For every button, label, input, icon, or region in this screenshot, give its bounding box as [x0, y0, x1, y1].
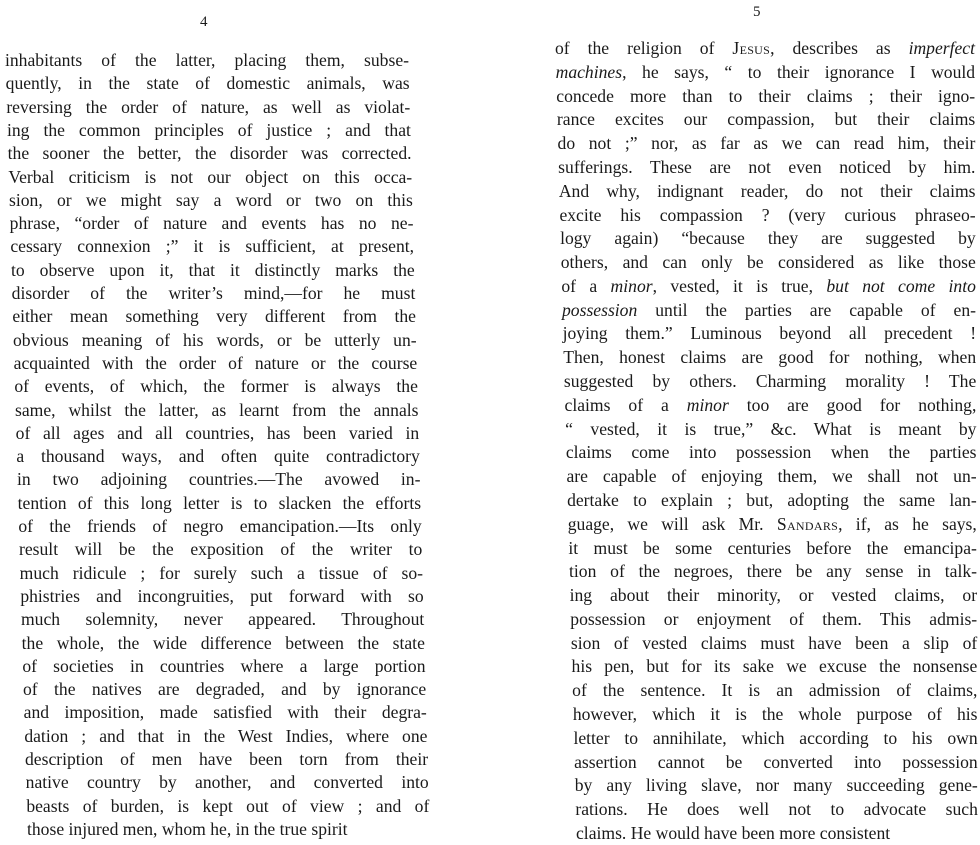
text-line: of the sentence. It is an admission of claims, [572, 680, 978, 701]
text-line: phrase, “order of nature and events has no ne- [9, 213, 414, 234]
text-line: excite his compassion ? (very curious phraseo- [559, 204, 976, 225]
text-line: quently, in the state of domestic animals, was [5, 73, 410, 94]
text-line: rance excites our compassion, but their claims [556, 109, 976, 130]
text-line: those injured men, whom he, in the true spirit [27, 819, 348, 839]
text-line: do not ;” nor, as far as we can read him, their [557, 133, 976, 154]
right-page [490, 0, 980, 845]
text-line: claims of a minor too are good for nothing, [564, 394, 977, 415]
text-line: logy again) “because they are suggested by [560, 228, 976, 249]
text-line: others, and can only be considered as like those [560, 252, 976, 273]
text-line: sion, or we might say a word or two on this [9, 189, 413, 210]
text-line: Verbal criticism is not our object on this occa- [8, 166, 413, 187]
text-line: assertion cannot be converted into possession [574, 751, 978, 772]
text-line: his pen, but for its sake we excuse the nonsense [571, 656, 978, 677]
text-line: of the religion of Jesus, describes as imperfect [555, 38, 976, 58]
text-line: machines, he says, “ to their ignorance I would [555, 61, 976, 82]
text-line: “ vested, it is true,” &c. What is meant by [565, 418, 977, 439]
text-line: letter to annihilate, which according to his own [573, 727, 978, 748]
text-line: beasts of burden, is kept out of view ; and of [26, 795, 430, 816]
text-line: And why, indignant reader, do not their claims [558, 180, 976, 201]
text-line: the whole, the wide difference between the state [21, 632, 425, 653]
text-line: much solemnity, never appeared. Throughout [21, 609, 425, 630]
text-line: suggested by others. Charming morality ! The [563, 371, 977, 392]
text-line: tention of this long letter is to slacken the efforts [17, 492, 422, 513]
text-line: inhabitants of the latter, placing them, subse- [5, 50, 409, 70]
text-line: the sooner the better, the disorder was corrected. [7, 143, 412, 164]
text-line: disorder of the writer’s mind,—for he must [11, 283, 416, 304]
text-line: to observe upon it, that it distinctly marks the [11, 259, 415, 280]
text-line: however, which it is the whole purpose of his [572, 704, 978, 725]
text-line: acquainted with the order of nature or the course [13, 352, 418, 373]
text-line: rations. He does well not to advocate such [575, 799, 978, 820]
text-line: dertake to explain ; but, adopting the same lan- [567, 489, 977, 510]
text-line: a thousand ways, and often quite contradictory [16, 446, 420, 467]
text-line: of the friends of negro emancipation.—Its only [18, 516, 422, 537]
text-line: description of men have been torn from their [25, 749, 429, 770]
page-number-left: 4 [200, 14, 208, 30]
text-line: much ridicule ; for surely such a tissue of so- [19, 562, 423, 583]
text-line: guage, we will ask Mr. Sandars, if, as he says, [567, 513, 977, 534]
page-number-right: 5 [753, 4, 761, 20]
text-line: by any living slave, nor many succeeding gene- [574, 775, 978, 796]
text-line: ing the common principles of justice ; and that [7, 119, 411, 140]
text-line: of events, of which, the former is always the [14, 376, 418, 397]
text-line: Then, honest claims are good for nothing, when [563, 347, 977, 368]
text-line: in two adjoining countries.—The avowed in- [17, 469, 421, 490]
text-line: it must be some centuries before the emancipa- [568, 537, 977, 558]
text-line: claims. He would have been more consistent [576, 823, 891, 843]
text-line: sion of vested claims must have been a slip of [570, 632, 978, 653]
text-line: reversing the order of nature, as well as violat- [6, 96, 411, 117]
text-line: sufferings. These are not even noticed by him. [558, 156, 976, 177]
text-line: and imposition, made satisfied with their degra- [23, 702, 427, 723]
text-line: result will be the exposition of the writer to [19, 539, 423, 560]
text-line: joying them.” Luminous beyond all precedent ! [562, 323, 977, 344]
text-line: either mean something very different from the [12, 306, 416, 327]
text-line: of the natives are degraded, and by ignorance [23, 679, 427, 700]
text-line: ing about their minority, or vested claims, or [569, 585, 978, 606]
text-line: of a minor, vested, it is true, but not come into [561, 275, 976, 296]
text-line: of societies in countries where a large portion [22, 655, 426, 676]
text-line: possession until the parties are capable of en- [562, 299, 976, 320]
text-line: obvious meaning of his words, or be utterly un- [13, 329, 417, 350]
text-line: phistries and incongruities, put forward with so [20, 585, 424, 606]
text-line: concede more than to their claims ; their igno- [556, 85, 976, 106]
text-line: same, whilst the latter, as learnt from the annals [15, 399, 419, 420]
text-line: native country by another, and converted into [25, 772, 429, 793]
text-line: dation ; and that in the West Indies, where one [24, 725, 428, 746]
text-line: of all ages and all countries, has been varied in [15, 422, 420, 443]
text-line: tion of the negroes, there be any sense in talk- [569, 561, 977, 582]
text-line: are capable of enjoying them, we shall not un- [566, 466, 977, 487]
text-line: claims come into possession when the parties [565, 442, 977, 463]
text-line: possession or enjoyment of them. This admis- [570, 608, 978, 629]
text-line: cessary connexion ;” it is sufficient, at present, [10, 236, 415, 257]
